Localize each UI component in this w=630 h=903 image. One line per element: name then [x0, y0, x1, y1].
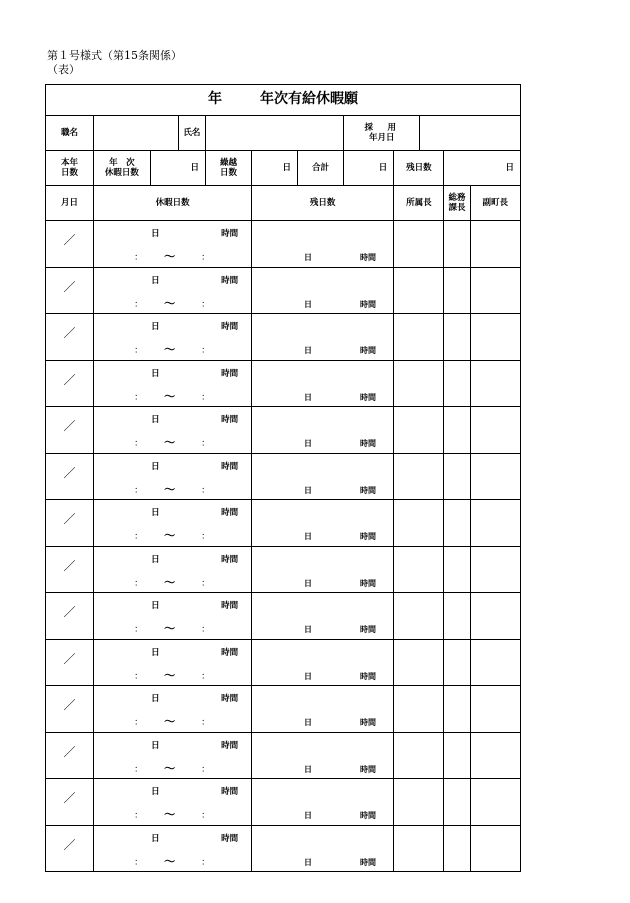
entry-date-cell[interactable]: [46, 779, 94, 826]
leave-day-unit: 日: [151, 787, 160, 797]
annual-line2: 休暇日数: [104, 168, 139, 178]
col-leave-days: 休暇日数: [94, 186, 252, 221]
start-time-colon: ：: [134, 299, 144, 310]
entry-date-cell[interactable]: [46, 360, 94, 407]
this-year-days-label: [46, 151, 94, 186]
leave-entry-row: [46, 453, 521, 500]
post-label: 職名: [46, 116, 94, 151]
entry-deputy-mayor-seal[interactable]: [470, 686, 520, 733]
entry-dept-head-seal[interactable]: [394, 221, 444, 268]
general-affairs-line1: 総務: [448, 193, 466, 203]
this-year-line2: 日数: [61, 168, 79, 178]
leave-day-unit: 日: [151, 275, 160, 286]
entry-dept-head-seal[interactable]: [394, 732, 444, 779]
entry-date-cell[interactable]: [46, 732, 94, 779]
entry-leave-cell[interactable]: [94, 546, 252, 593]
remaining-day-unit: 日: [304, 718, 313, 727]
end-time-colon: ：: [201, 253, 211, 263]
entry-leave-cell[interactable]: [94, 314, 252, 361]
remaining-hours-unit: 時間: [360, 625, 377, 634]
entry-general-affairs-seal[interactable]: [444, 221, 470, 268]
remaining-hours-unit: 時間: [360, 578, 377, 588]
leave-entry-row: [46, 639, 521, 686]
entry-remaining-cell[interactable]: [252, 639, 394, 686]
remaining-day-unit: 日: [304, 485, 313, 495]
entry-leave-cell[interactable]: [94, 407, 252, 454]
leave-day-unit: 日: [151, 647, 160, 658]
entry-dept-head-seal[interactable]: [394, 639, 444, 686]
remaining-days-field[interactable]: [444, 151, 521, 186]
end-time-colon: ：: [201, 392, 211, 403]
entry-remaining-cell[interactable]: [252, 221, 394, 268]
remaining-hours-unit: 時間: [360, 392, 377, 402]
entry-general-affairs-seal[interactable]: [444, 825, 470, 872]
end-time-colon: ：: [201, 811, 211, 821]
remaining-day-unit: 日: [304, 346, 313, 355]
start-time-colon: ：: [134, 346, 144, 356]
remaining-day-unit: 日: [304, 625, 313, 634]
date-slash: ／: [63, 512, 76, 526]
entry-leave-cell[interactable]: [94, 593, 252, 640]
entry-remaining-cell[interactable]: [252, 453, 394, 500]
remaining-hours-unit: 時間: [360, 532, 377, 541]
form-side-label: （表）: [47, 63, 80, 76]
entry-date-cell[interactable]: [46, 407, 94, 454]
title-name: 年次有給休暇願: [260, 91, 358, 107]
time-range-tilde: ～: [164, 622, 176, 635]
end-time-colon: ：: [201, 299, 211, 310]
remaining-hours-unit: 時間: [360, 857, 377, 867]
leave-day-unit: 日: [151, 740, 160, 751]
start-time-colon: ：: [134, 253, 144, 263]
entry-leave-cell[interactable]: [94, 779, 252, 826]
entry-dept-head-seal[interactable]: [394, 407, 444, 454]
date-slash: ／: [63, 419, 76, 433]
remaining-day-unit: 日: [304, 253, 313, 262]
leave-entry-row: [46, 546, 521, 593]
entry-date-cell[interactable]: [46, 500, 94, 547]
remaining-day-unit: 日: [304, 299, 313, 309]
leave-day-unit: 日: [151, 322, 160, 332]
date-slash: ／: [63, 837, 76, 852]
end-time-colon: ：: [201, 578, 211, 589]
entry-dept-head-seal[interactable]: [394, 360, 444, 407]
leave-hours-unit: 時間: [221, 647, 239, 658]
total-days-field[interactable]: [344, 151, 394, 186]
remaining-day-unit: 日: [304, 671, 313, 681]
date-slash: ／: [63, 279, 76, 294]
hire-date-label-line1: 採 用: [364, 123, 399, 133]
leave-day-unit: 日: [151, 601, 160, 611]
entry-deputy-mayor-seal[interactable]: [470, 825, 520, 872]
leave-entry-row: [46, 500, 521, 547]
entry-date-cell[interactable]: [46, 593, 94, 640]
leave-day-unit: 日: [151, 415, 160, 425]
leave-entry-row: [46, 686, 521, 733]
end-time-colon: ：: [201, 764, 211, 775]
carry-line2: 日数: [220, 168, 238, 178]
start-time-colon: ：: [134, 392, 144, 403]
entry-deputy-mayor-seal[interactable]: [470, 500, 520, 547]
carry-day-unit: 日: [282, 163, 292, 173]
remaining-hours-unit: 時間: [360, 253, 377, 262]
start-time-colon: ：: [134, 718, 144, 728]
entry-date-cell[interactable]: [46, 267, 94, 314]
hire-date-field[interactable]: [420, 116, 521, 151]
time-range-tilde: ～: [164, 482, 176, 496]
entry-leave-cell[interactable]: [94, 825, 252, 872]
entry-general-affairs-seal[interactable]: [444, 360, 470, 407]
time-range-tilde: ～: [164, 761, 176, 775]
start-time-colon: ：: [134, 578, 144, 589]
entry-date-cell[interactable]: [46, 686, 94, 733]
entry-remaining-cell[interactable]: [252, 546, 394, 593]
leave-hours-unit: 時間: [221, 229, 239, 239]
entry-deputy-mayor-seal[interactable]: [470, 639, 520, 686]
entry-date-cell[interactable]: [46, 453, 94, 500]
date-slash: ／: [63, 558, 76, 573]
total-label: 合計: [298, 151, 344, 186]
entry-general-affairs-seal[interactable]: [444, 732, 470, 779]
leave-hours-unit: 時間: [221, 508, 239, 518]
leave-hours-unit: 時間: [221, 275, 239, 286]
entry-remaining-cell[interactable]: [252, 732, 394, 779]
start-time-colon: ：: [134, 532, 144, 542]
remaining-days-label: 残日数: [394, 151, 444, 186]
entry-general-affairs-seal[interactable]: [444, 546, 470, 593]
name-label: 氏名: [178, 116, 205, 151]
entry-leave-cell[interactable]: [94, 639, 252, 686]
time-range-tilde: ～: [164, 715, 176, 728]
this-year-line1: 本年: [61, 158, 79, 168]
entry-dept-head-seal[interactable]: [394, 314, 444, 361]
end-time-colon: ：: [201, 718, 211, 728]
date-slash: ／: [63, 326, 76, 340]
entry-deputy-mayor-seal[interactable]: [470, 453, 520, 500]
entry-general-affairs-seal[interactable]: [444, 639, 470, 686]
time-range-tilde: ～: [164, 529, 176, 542]
title-year: 年: [208, 91, 222, 107]
annual-line1: 年 次: [109, 158, 135, 168]
entry-general-affairs-seal[interactable]: [444, 314, 470, 361]
end-time-colon: ：: [201, 485, 211, 496]
annual-day-unit: 日: [190, 163, 200, 173]
remaining-hours-unit: 時間: [360, 485, 377, 495]
end-time-colon: ：: [201, 625, 211, 635]
time-range-tilde: ～: [164, 854, 176, 868]
entry-dept-head-seal[interactable]: [394, 500, 444, 547]
entry-remaining-cell[interactable]: [252, 360, 394, 407]
date-slash: ／: [63, 605, 76, 619]
entry-dept-head-seal[interactable]: [394, 546, 444, 593]
leave-day-unit: 日: [151, 508, 160, 518]
col-remaining-days: 残日数: [252, 186, 394, 221]
entry-leave-cell[interactable]: [94, 686, 252, 733]
leave-hours-unit: 時間: [221, 601, 239, 611]
entry-leave-cell[interactable]: [94, 732, 252, 779]
leave-entry-row: [46, 360, 521, 407]
hire-date-label: [344, 116, 420, 151]
start-time-colon: ：: [134, 811, 144, 821]
date-slash: ／: [63, 698, 76, 712]
entry-general-affairs-seal[interactable]: [444, 407, 470, 454]
carryover-days-field[interactable]: [252, 151, 298, 186]
start-time-colon: ：: [134, 671, 144, 682]
entry-general-affairs-seal[interactable]: [444, 500, 470, 547]
leave-day-unit: 日: [151, 461, 160, 472]
remaining-day-unit: 日: [304, 764, 313, 774]
leave-hours-unit: 時間: [221, 461, 239, 472]
entry-deputy-mayor-seal[interactable]: [470, 267, 520, 314]
name-field[interactable]: [206, 116, 344, 151]
leave-request-form: [45, 84, 521, 872]
entry-general-affairs-seal[interactable]: [444, 686, 470, 733]
time-range-tilde: ～: [164, 575, 176, 589]
leave-day-unit: 日: [151, 833, 160, 844]
remaining-day-unit: 日: [304, 811, 313, 820]
entry-general-affairs-seal[interactable]: [444, 593, 470, 640]
entry-general-affairs-seal[interactable]: [444, 267, 470, 314]
leave-hours-unit: 時間: [221, 322, 239, 332]
leave-hours-unit: 時間: [221, 694, 239, 704]
date-slash: ／: [63, 651, 76, 666]
entry-remaining-cell[interactable]: [252, 825, 394, 872]
entry-leave-cell[interactable]: [94, 267, 252, 314]
entry-remaining-cell[interactable]: [252, 686, 394, 733]
leave-entry-row: [46, 267, 521, 314]
leave-hours-unit: 時間: [221, 740, 239, 751]
leave-hours-unit: 時間: [221, 787, 239, 797]
date-slash: ／: [63, 372, 76, 387]
general-affairs-line2: 課長: [448, 203, 466, 213]
leave-hours-unit: 時間: [221, 554, 239, 565]
entry-date-cell[interactable]: [46, 546, 94, 593]
remaining-hours-unit: 時間: [360, 299, 377, 309]
col-deputy-mayor: 副町長: [470, 186, 520, 221]
annual-leave-days-label: [94, 151, 150, 186]
date-slash: ／: [63, 791, 76, 805]
entry-leave-cell[interactable]: [94, 500, 252, 547]
entry-deputy-mayor-seal[interactable]: [470, 779, 520, 826]
remaining-day-unit: 日: [304, 857, 313, 867]
entry-date-cell[interactable]: [46, 314, 94, 361]
entry-remaining-cell[interactable]: [252, 267, 394, 314]
entry-dept-head-seal[interactable]: [394, 267, 444, 314]
leave-entry-row: [46, 314, 521, 361]
remaining-day-unit: 日: [304, 439, 313, 448]
leave-day-unit: 日: [151, 229, 160, 239]
start-time-colon: ：: [134, 439, 144, 449]
time-range-tilde: ～: [164, 436, 176, 449]
time-range-tilde: ～: [164, 296, 176, 310]
total-day-unit: 日: [378, 163, 388, 173]
entry-deputy-mayor-seal[interactable]: [470, 546, 520, 593]
leave-entry-row: [46, 825, 521, 872]
form-title: [46, 85, 521, 116]
remaining-hours-unit: 時間: [360, 439, 377, 448]
remaining-hours-unit: 時間: [360, 764, 377, 774]
entry-date-cell[interactable]: [46, 825, 94, 872]
remaining-day-unit: 日: [304, 532, 313, 541]
remaining-hours-unit: 時間: [360, 811, 377, 820]
entry-leave-cell[interactable]: [94, 453, 252, 500]
entry-dept-head-seal[interactable]: [394, 686, 444, 733]
entry-remaining-cell[interactable]: [252, 500, 394, 547]
remaining-hours-unit: 時間: [360, 718, 377, 727]
entry-date-cell[interactable]: [46, 221, 94, 268]
entry-deputy-mayor-seal[interactable]: [470, 732, 520, 779]
remaining-hours-unit: 時間: [360, 346, 377, 355]
entry-dept-head-seal[interactable]: [394, 825, 444, 872]
time-range-tilde: ～: [164, 668, 176, 682]
end-time-colon: ：: [201, 346, 211, 356]
leave-day-unit: 日: [151, 368, 160, 379]
hire-date-label-line2: 年月日: [368, 133, 395, 143]
start-time-colon: ：: [134, 485, 144, 496]
carryover-days-label: [206, 151, 252, 186]
leave-hours-unit: 時間: [221, 833, 239, 844]
time-range-tilde: ～: [164, 250, 176, 263]
annual-days-field[interactable]: [150, 151, 205, 186]
remaining-hours-unit: 時間: [360, 671, 377, 681]
end-time-colon: ：: [201, 671, 211, 682]
date-slash: ／: [63, 233, 76, 247]
leave-entry-row: [46, 732, 521, 779]
leave-entry-row: [46, 593, 521, 640]
start-time-colon: ：: [134, 625, 144, 635]
entry-dept-head-seal[interactable]: [394, 779, 444, 826]
start-time-colon: ：: [134, 857, 144, 868]
leave-hours-unit: 時間: [221, 368, 239, 379]
carry-line1: 繰越: [220, 158, 238, 168]
entry-dept-head-seal[interactable]: [394, 453, 444, 500]
time-range-tilde: ～: [164, 808, 176, 821]
entry-date-cell[interactable]: [46, 639, 94, 686]
entry-dept-head-seal[interactable]: [394, 593, 444, 640]
end-time-colon: ：: [201, 439, 211, 449]
entry-remaining-cell[interactable]: [252, 593, 394, 640]
entry-general-affairs-seal[interactable]: [444, 779, 470, 826]
date-slash: ／: [63, 744, 76, 759]
leave-entry-row: [46, 407, 521, 454]
leave-hours-unit: 時間: [221, 415, 239, 425]
remaining-day-unit: 日: [304, 578, 313, 588]
time-range-tilde: ～: [164, 389, 176, 403]
entry-general-affairs-seal[interactable]: [444, 453, 470, 500]
entry-deputy-mayor-seal[interactable]: [470, 593, 520, 640]
remaining-day-unit: 日: [304, 392, 313, 402]
end-time-colon: ：: [201, 857, 211, 868]
col-general-affairs: [444, 186, 470, 221]
entry-leave-cell[interactable]: [94, 360, 252, 407]
entry-deputy-mayor-seal[interactable]: [470, 360, 520, 407]
entry-remaining-cell[interactable]: [252, 407, 394, 454]
start-time-colon: ：: [134, 764, 144, 775]
post-field[interactable]: [94, 116, 179, 151]
time-range-tilde: ～: [164, 343, 176, 356]
entry-leave-cell[interactable]: [94, 221, 252, 268]
entry-deputy-mayor-seal[interactable]: [470, 221, 520, 268]
leave-day-unit: 日: [151, 554, 160, 565]
entry-deputy-mayor-seal[interactable]: [470, 314, 520, 361]
col-dept-head: 所属長: [394, 186, 444, 221]
form-number: 第１号様式（第15条関係）: [47, 49, 182, 62]
entry-deputy-mayor-seal[interactable]: [470, 407, 520, 454]
col-month-day: 月日: [46, 186, 94, 221]
leave-entry-row: [46, 221, 521, 268]
remaining-day-unit: 日: [505, 163, 514, 173]
leave-day-unit: 日: [151, 694, 160, 704]
leave-entry-row: [46, 779, 521, 826]
entry-remaining-cell[interactable]: [252, 779, 394, 826]
entry-remaining-cell[interactable]: [252, 314, 394, 361]
end-time-colon: ：: [201, 532, 211, 542]
date-slash: ／: [63, 465, 76, 480]
